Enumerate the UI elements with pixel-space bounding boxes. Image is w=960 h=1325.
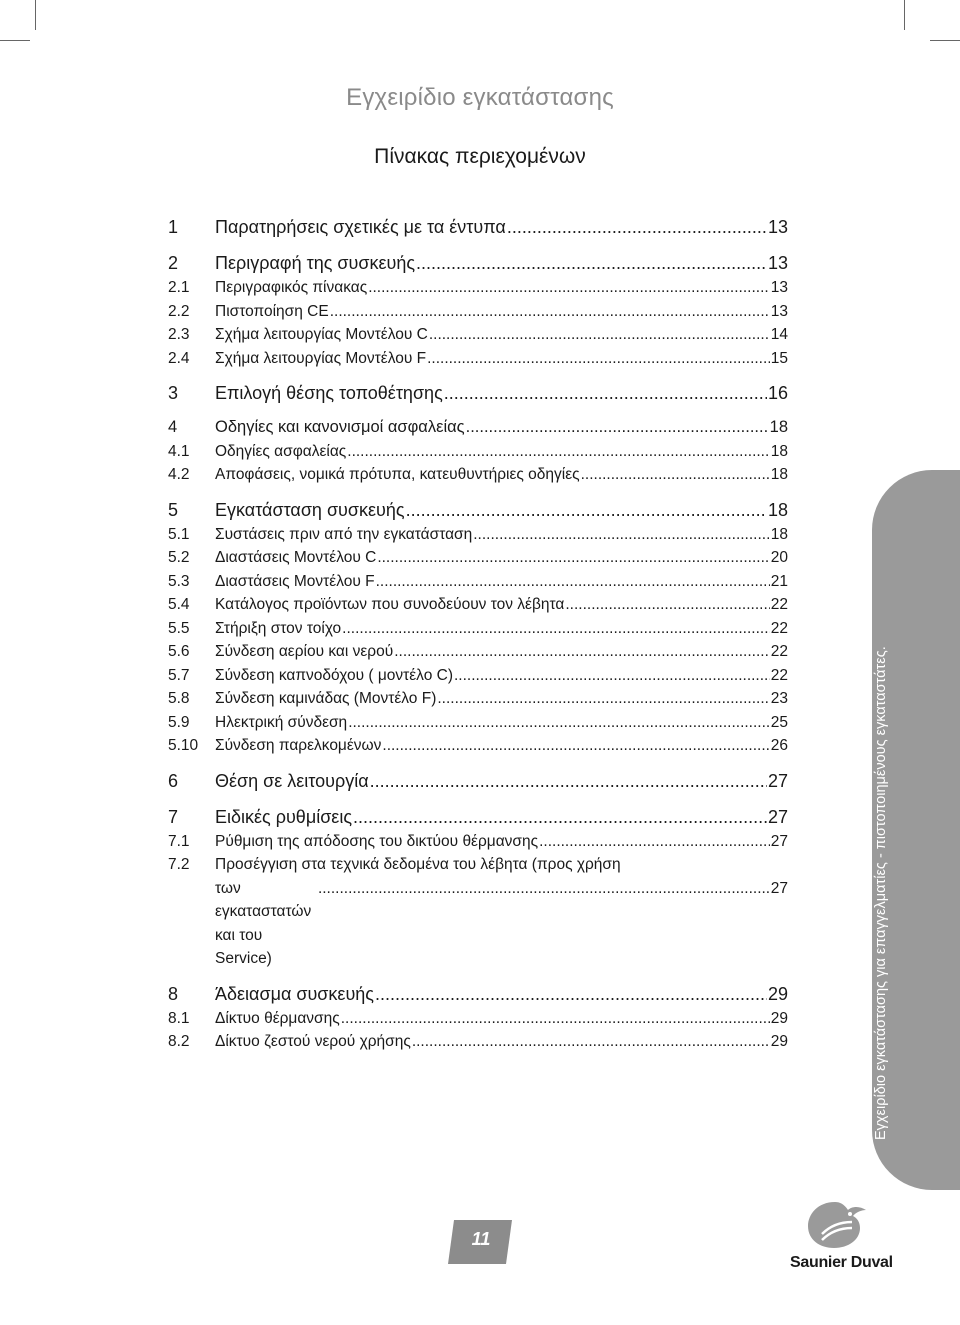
toc-entry-number: 5.9 xyxy=(168,713,190,731)
toc-leader-dots xyxy=(368,276,770,300)
toc-entry xyxy=(168,804,788,830)
toc-entry-page: 27 xyxy=(767,806,788,827)
toc-heading: Πίνακας περιεχομένων xyxy=(374,145,586,168)
toc-entry-page: 29 xyxy=(770,1009,788,1027)
toc-entry-page: 22 xyxy=(770,666,788,684)
toc-entry-page: 21 xyxy=(770,572,788,590)
toc-leader-dots xyxy=(318,877,770,971)
toc-leader-dots xyxy=(342,617,770,641)
toc-entry-title: Σύνδεση καμινάδας (Μοντέλο F) xyxy=(215,690,437,707)
toc-entry xyxy=(168,734,788,758)
toc-leader-dots xyxy=(454,664,770,688)
toc-entry-number: 3 xyxy=(168,383,179,403)
toc-entry-page: 26 xyxy=(770,737,788,754)
toc-entry-page: 13 xyxy=(770,279,788,296)
toc-entry-title: Περιγραφή της συσκευής xyxy=(215,253,416,273)
toc-entry-number: 5.10 xyxy=(168,737,199,754)
toc-entry-number: 8.1 xyxy=(168,1009,190,1027)
toc-leader-dots xyxy=(375,981,767,1007)
toc-leader-dots xyxy=(377,546,769,570)
toc-entry xyxy=(168,416,788,440)
toc-entry xyxy=(168,1007,788,1031)
toc-entry-title: Σύνδεση αερίου και νερού xyxy=(215,643,394,660)
toc-entry-number: 5.1 xyxy=(168,525,190,543)
toc-entry-page: 18 xyxy=(770,466,788,483)
crop-mark-top-left xyxy=(0,40,30,61)
toc-entry xyxy=(168,570,788,594)
toc-entry-page: 20 xyxy=(770,549,788,566)
toc-entry-title: Πιστοποίηση CE xyxy=(215,302,329,320)
toc-leader-dots xyxy=(507,214,767,240)
toc-entry-title: Αποφάσεις, νομικά πρότυπα, κατευθυντήριες οδηγίες xyxy=(215,466,580,483)
toc-entry xyxy=(168,347,788,371)
toc-entry-number: 7.2 xyxy=(168,856,190,873)
toc-entry-title: Παρατηρήσεις σχετικές με τα έντυπα xyxy=(215,217,506,237)
toc-entry-page: 25 xyxy=(770,713,788,731)
toc-entry-number: 8 xyxy=(168,983,179,1004)
toc-entry-title: Περιγραφικός πίνακας xyxy=(215,279,368,296)
toc-entry-title: Επιλογή θέσης τοποθέτησης xyxy=(215,383,443,403)
toc-leader-dots xyxy=(341,1007,770,1031)
toc-entry xyxy=(168,214,788,240)
toc-entry-number: 5.7 xyxy=(168,666,190,684)
toc-entry xyxy=(168,830,788,854)
toc-leader-dots xyxy=(444,380,767,406)
toc-entry-number: 5.8 xyxy=(168,690,190,707)
toc-entry-page: 27 xyxy=(767,770,788,791)
toc-entry-page: 22 xyxy=(770,619,788,637)
toc-entry xyxy=(168,664,788,688)
toc-entry-number: 2.2 xyxy=(168,302,190,320)
toc-entry xyxy=(168,1030,788,1054)
toc-leader-dots xyxy=(466,416,769,440)
saunier-duval-bird-logo-icon xyxy=(800,1196,870,1252)
toc-leader-dots xyxy=(581,463,770,487)
toc-entry-number: 5.5 xyxy=(168,619,190,637)
brand-name: Saunier Duval xyxy=(790,1254,893,1271)
toc-leader-dots xyxy=(348,711,770,735)
toc-entry-title: Εγκατάσταση συσκευής xyxy=(215,499,405,520)
toc-entry-title: Σχήμα λειτουργίας Μοντέλου C xyxy=(215,326,428,343)
toc-entry xyxy=(168,617,788,641)
toc-leader-dots xyxy=(429,323,770,347)
toc-leader-dots xyxy=(412,1030,770,1054)
toc-entry-page: 15 xyxy=(770,349,788,367)
toc-entry-title: Προσέγγιση στα τεχνικά δεδομένα του λέβητα (προς χρήση xyxy=(215,856,621,873)
toc-entry xyxy=(168,981,788,1007)
toc-entry-page: 18 xyxy=(769,418,788,436)
toc-entry-page: 29 xyxy=(767,983,788,1004)
toc-entry-number: 7.1 xyxy=(168,832,190,850)
toc-leader-dots xyxy=(376,570,770,594)
toc-entry-title: Οδηγίες ασφαλείας xyxy=(215,442,347,460)
toc-entry xyxy=(168,768,788,794)
toc-entry xyxy=(168,250,788,276)
toc-entry-page: 18 xyxy=(770,525,788,543)
toc-entry-number: 2 xyxy=(168,253,179,273)
toc-entry-title: Άδειασμα συσκευής xyxy=(215,983,374,1004)
side-tab-text: Εγχειρίδιο εγκατάστασης για επαγγελματίες - πιστοποιημένους εγκαταστάτες. xyxy=(873,646,889,1140)
toc-leader-dots xyxy=(416,250,767,276)
toc-entry-title: Κατάλογος προϊόντων που συνοδεύουν τον λέβητα xyxy=(215,596,565,613)
toc-entry-page: 18 xyxy=(770,442,788,460)
toc-entry-number: 2.1 xyxy=(168,279,190,296)
toc-entry-title: Διαστάσεις Μοντέλου C xyxy=(215,549,377,566)
toc-leader-dots xyxy=(437,687,769,711)
toc-entry-number: 4.2 xyxy=(168,466,190,483)
toc-leader-dots xyxy=(406,497,767,523)
toc-entry-number: 2.4 xyxy=(168,349,190,367)
toc-leader-dots xyxy=(473,523,770,547)
toc-entry xyxy=(168,593,788,617)
manual-title: Εγχειρίδιο εγκατάστασης xyxy=(346,84,614,111)
toc-entry-title: Σύνδεση παρελκομένων xyxy=(215,737,382,754)
crop-mark-top-right xyxy=(930,40,960,61)
toc-entry-page: 18 xyxy=(767,499,788,520)
toc-entry xyxy=(168,640,788,664)
toc-entry-title: Οδηγίες και κανονισμοί ασφαλείας xyxy=(215,418,465,436)
toc-entry xyxy=(168,523,788,547)
toc-entry-page: 16 xyxy=(767,383,788,403)
toc-entry-number: 5.3 xyxy=(168,572,190,590)
toc-entry-page: 29 xyxy=(770,1033,788,1050)
toc-leader-dots xyxy=(565,593,769,617)
toc-entry-page: 22 xyxy=(770,643,788,660)
toc-entry-title: Σύνδεση καπνοδόχου ( μοντέλο C) xyxy=(215,666,453,684)
toc-leader-dots xyxy=(347,440,769,464)
toc-entry-number: 7 xyxy=(168,806,179,827)
toc-entry xyxy=(168,380,788,406)
toc-entry-title: Συστάσεις πριν από την εγκατάσταση xyxy=(215,525,473,543)
table-of-contents xyxy=(168,214,788,1054)
toc-entry xyxy=(168,463,788,487)
crop-mark-top-right-vertical xyxy=(904,0,925,30)
toc-entry-page: 13 xyxy=(767,217,788,237)
toc-entry-page: 14 xyxy=(770,326,788,343)
toc-entry-page: 27 xyxy=(770,879,788,897)
toc-entry xyxy=(168,711,788,735)
crop-mark-top-left-vertical xyxy=(35,0,56,30)
toc-entry-title: Ρύθμιση της απόδοσης του δικτύου θέρμανσης xyxy=(215,832,539,850)
toc-leader-dots xyxy=(394,640,770,664)
toc-entry-title: Διαστάσεις Μοντέλου F xyxy=(215,572,375,590)
toc-entry-number: 5.2 xyxy=(168,549,190,566)
toc-leader-dots xyxy=(427,347,770,371)
toc-entry xyxy=(168,497,788,523)
toc-leader-dots xyxy=(330,300,770,324)
toc-entry xyxy=(168,440,788,464)
toc-entry xyxy=(168,546,788,570)
toc-leader-dots xyxy=(370,768,767,794)
toc-leader-dots xyxy=(539,830,770,854)
toc-entry-number: 4 xyxy=(168,418,178,436)
page-number: 11 xyxy=(471,1229,491,1249)
toc-entry-title: Ηλεκτρική σύνδεση xyxy=(215,713,348,731)
toc-entry-page: 13 xyxy=(770,302,788,320)
toc-entry-number: 2.3 xyxy=(168,326,190,343)
toc-entry-page: 13 xyxy=(767,253,788,273)
toc-entry-page: 27 xyxy=(770,832,788,850)
toc-leader-dots xyxy=(382,734,769,758)
toc-leader-dots xyxy=(353,804,767,830)
toc-entry xyxy=(168,853,788,971)
toc-entry xyxy=(168,276,788,300)
toc-entry-number: 4.1 xyxy=(168,442,190,460)
toc-entry-number: 5 xyxy=(168,499,179,520)
toc-entry-title-continued: των εγκαταστατών και του Service) xyxy=(215,879,312,967)
toc-entry-title: Δίκτυο ζεστού νερού χρήσης xyxy=(215,1033,411,1050)
toc-entry xyxy=(168,687,788,711)
toc-entry-title: Ειδικές ρυθμίσεις xyxy=(215,806,352,827)
toc-entry-title: Θέση σε λειτουργία xyxy=(215,770,369,791)
toc-entry-page: 22 xyxy=(770,596,788,613)
toc-entry-number: 5.6 xyxy=(168,643,190,660)
toc-entry-title: Δίκτυο θέρμανσης xyxy=(215,1009,340,1027)
toc-entry-title: Σχήμα λειτουργίας Μοντέλου F xyxy=(215,349,427,367)
toc-entry-page: 23 xyxy=(770,690,788,707)
toc-entry-number: 5.4 xyxy=(168,596,190,613)
toc-entry xyxy=(168,300,788,324)
toc-entry xyxy=(168,323,788,347)
toc-entry-number: 8.2 xyxy=(168,1033,190,1050)
toc-entry-number: 1 xyxy=(168,217,179,237)
toc-entry-number: 6 xyxy=(168,770,179,791)
toc-entry-title: Στήριξη στον τοίχο xyxy=(215,619,342,637)
